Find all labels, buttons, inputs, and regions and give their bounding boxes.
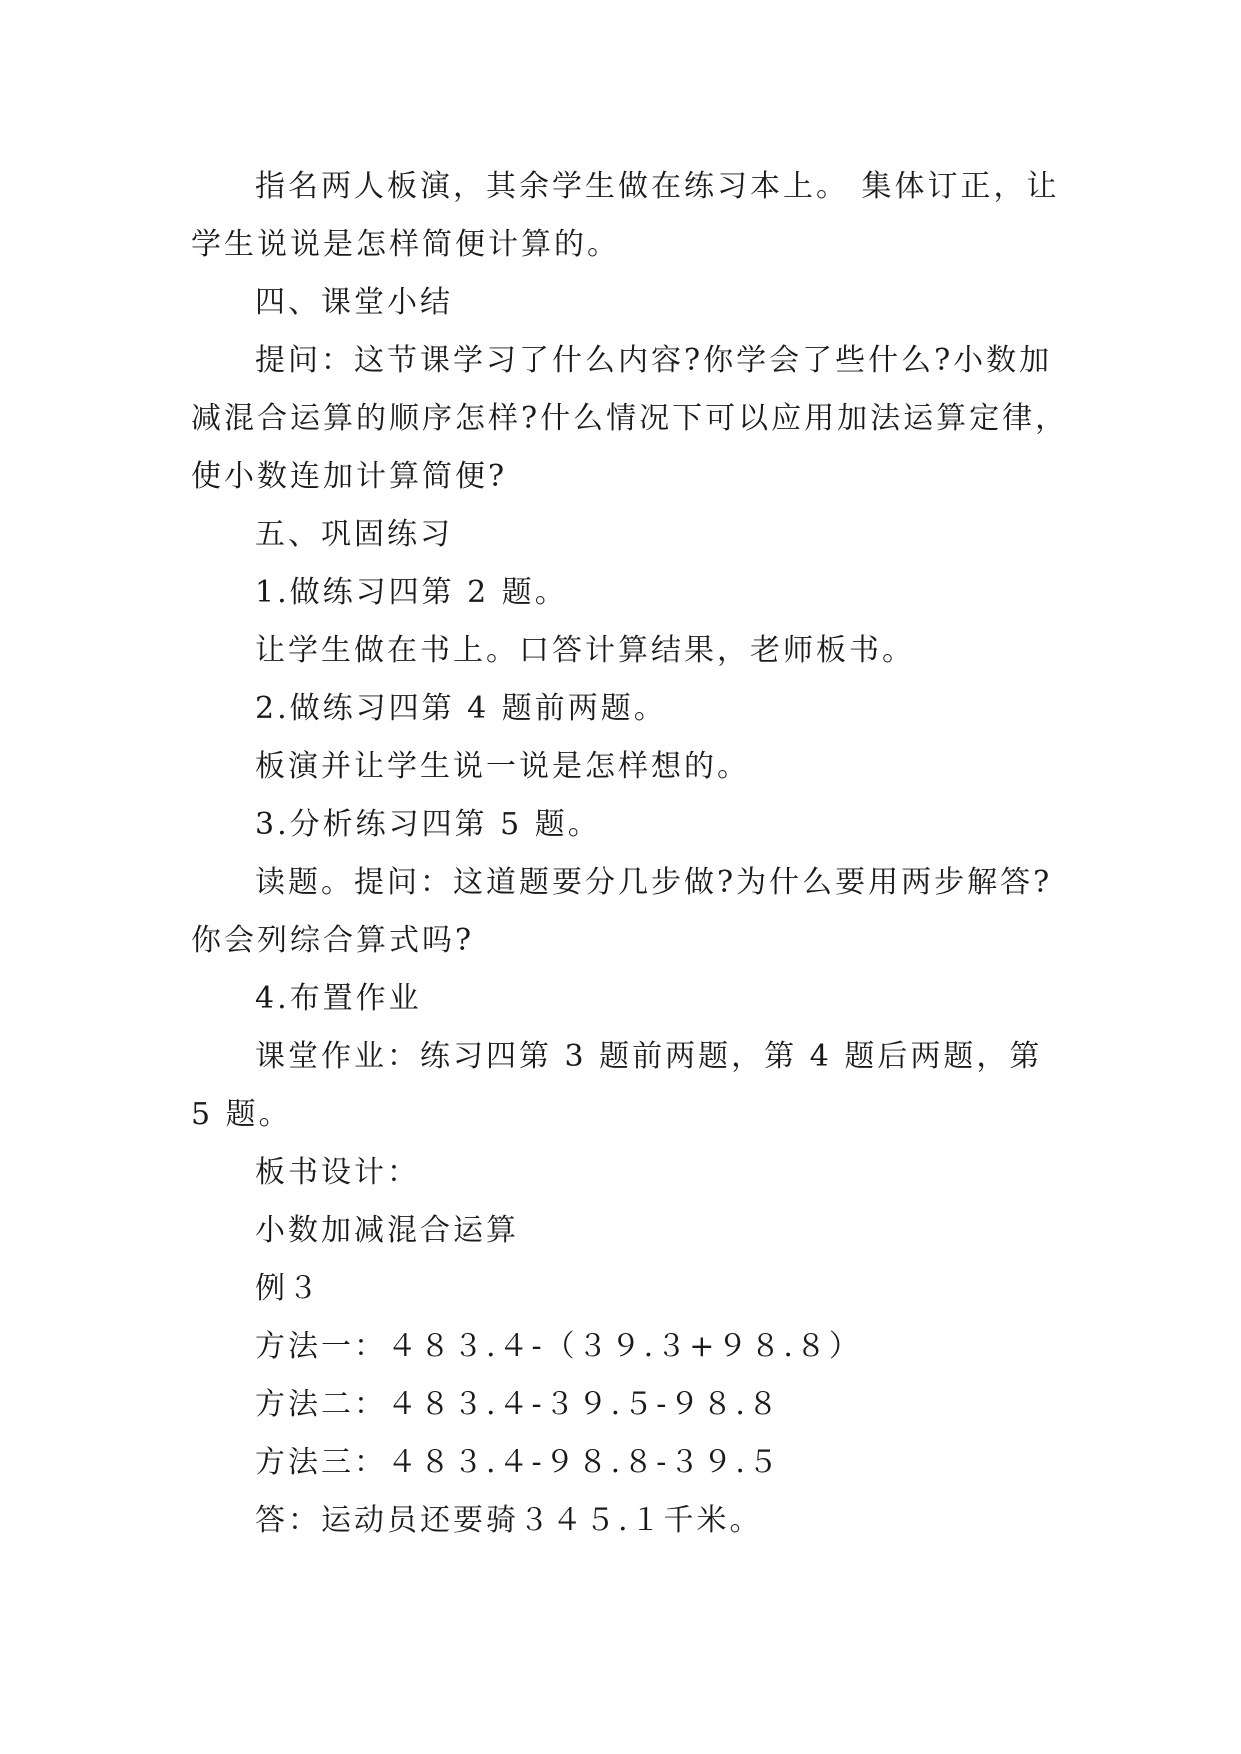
board-answer: 答：运动员还要骑３４５.１千米。 xyxy=(255,1503,763,1538)
paragraph-summary-questions: 提问：这节课学习了什么内容?你学会了些什么?小数加减混合运算的顺序怎样?什么情况下可以应用加法运算定律，使小数连加计算简便? xyxy=(191,343,1069,494)
board-method-1: 方法一：４８３.４-（３９.３+９８.８） xyxy=(255,1329,862,1364)
board-method-2: 方法二：４８３.４-３９.５-９８.８ xyxy=(255,1387,781,1422)
heading-consolidation-practice: 五、巩固练习 xyxy=(255,517,453,552)
board-example-label: 例３ xyxy=(255,1271,321,1306)
list-item-homework: 4.布置作业 xyxy=(255,981,422,1016)
paragraph-board-practice: 指名两人板演，其余学生做在练习本上。 集体订正，让学生说说是怎样简便计算的。 xyxy=(191,169,1060,262)
paragraph-exercise-3-note: 读题。提问：这道题要分几步做?为什么要用两步解答?你会列综合算式吗? xyxy=(191,865,1053,958)
paragraph-homework-detail: 课堂作业：练习四第 3 题前两题，第 4 题后两题，第 5 题。 xyxy=(191,1039,1055,1132)
list-item-exercise-2: 2.做练习四第 4 题前两题。 xyxy=(255,691,667,726)
document-body xyxy=(191,158,1071,1550)
heading-class-summary: 四、课堂小结 xyxy=(255,285,453,320)
paragraph-exercise-2-note: 板演并让学生说一说是怎样想的。 xyxy=(255,749,750,784)
list-item-exercise-3: 3.分析练习四第 5 题。 xyxy=(255,807,601,842)
list-item-exercise-1: 1.做练习四第 2 题。 xyxy=(255,575,568,610)
paragraph-exercise-1-note: 让学生做在书上。口答计算结果，老师板书。 xyxy=(255,633,915,668)
heading-board-design: 板书设计： xyxy=(255,1155,420,1190)
board-title: 小数加减混合运算 xyxy=(255,1213,519,1248)
board-method-3: 方法三：４８３.４-９８.８-３９.５ xyxy=(255,1445,781,1480)
